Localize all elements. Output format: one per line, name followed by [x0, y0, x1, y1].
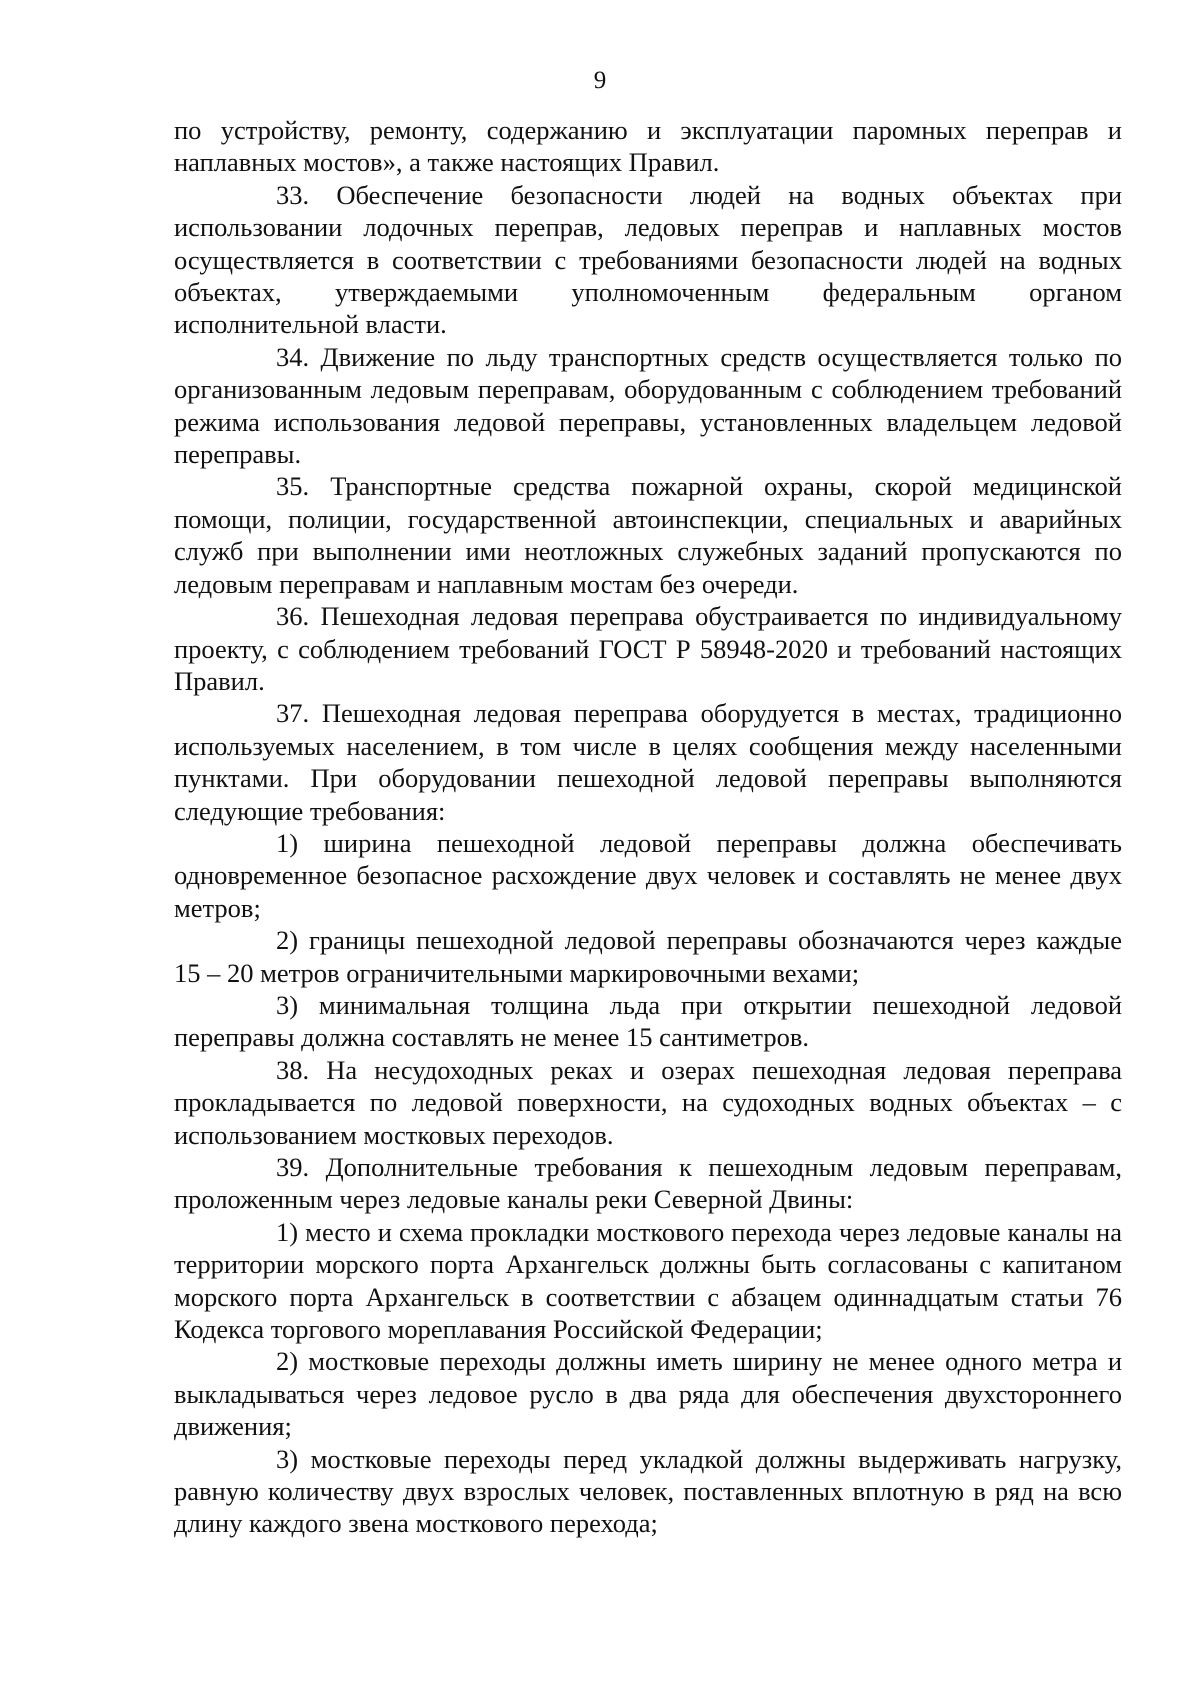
paragraph-item-37: 37. Пешеходная ледовая переправа оборудуется в местах, традиционно используемых населением, в том числе в целях сообщения между населенными пунктами. При оборудовании пешеходной ледовой переправы выполняются следующие требования: — [174, 698, 1122, 826]
subitem-39-3: 3) мостковые переходы перед укладкой должны выдерживать нагрузку, равную количеству двух взрослых человек, поставленных вплотную в ряд на всю длину каждого звена мосткового перехода; — [174, 1443, 1122, 1539]
paragraph-item-36: 36. Пешеходная ледовая переправа обустраивается по индивидуальному проекту, с соблюдением требований ГОСТ Р 58948-2020 и требований настоящих Правил. — [174, 601, 1122, 696]
paragraph-item-34: 34. Движение по льду транспортных средств осуществляется только по организованным ледовым переправам, оборудованным с соблюдением требований режима использования ледовой переправы, установленных владельцем ледовой переправы. — [174, 341, 1122, 470]
subitem-39-2: 2) мостковые переходы должны иметь ширину не менее одного метра и выкладываться через ледовое русло в два ряда для обеспечения двухстороннего движения; — [174, 1346, 1122, 1442]
subitem-37-1: 1) ширина пешеходной ледовой переправы должна обеспечивать одновременное безопасное расхождение двух человек и составлять не менее двух метров; — [174, 827, 1122, 923]
paragraph-continuation: по устройству, ремонту, содержанию и эксплуатации паромных переправ и наплавных мостов», а также настоящих Правил. — [174, 115, 1122, 178]
document-body — [174, 114, 1122, 1540]
paragraph-item-33: 33. Обеспечение безопасности людей на водных объектах при использовании лодочных переправ, ледовых переправ и наплавных мостов осуществляется в соответствии с требованиями безопасности людей на водных объектах, утверждаемыми уполномоченным федеральным органом исполнительной власти. — [174, 179, 1122, 340]
subitem-37-2: 2) границы пешеходной ледовой переправы обозначаются через каждые 15 – 20 метров ограничительными маркировочными вехами; — [174, 925, 1122, 988]
subitem-37-3: 3) минимальная толщина льда при открытии пешеходной ледовой переправы должна составлять не менее 15 сантиметров. — [174, 989, 1122, 1053]
paragraph-item-39: 39. Дополнительные требования к пешеходным ледовым переправам, проложенным через ледовые каналы реки Северной Двины: — [174, 1152, 1122, 1215]
page-number: 9 — [593, 67, 607, 94]
subitem-39-1: 1) место и схема прокладки мосткового перехода через ледовые каналы на территории морского порта Архангельск должны быть согласованы с капитаном морского порта Архангельск в соответствии с абзацем одиннадцатым статьи 76 Кодекса торгового мореплавания Российской Федерации; — [174, 1216, 1122, 1345]
paragraph-item-38: 38. На несудоходных реках и озерах пешеходная ледовая переправа прокладывается по ледовой поверхности, на судоходных водных объектах – с использованием мостковых переходов. — [174, 1054, 1122, 1150]
paragraph-item-35: 35. Транспортные средства пожарной охраны, скорой медицинской помощи, полиции, государственной автоинспекции, специальных и аварийных служб при выполнении ими неотложных служебных заданий пропускаются по ледовым переправам и наплавным мостам без очереди. — [174, 471, 1122, 599]
